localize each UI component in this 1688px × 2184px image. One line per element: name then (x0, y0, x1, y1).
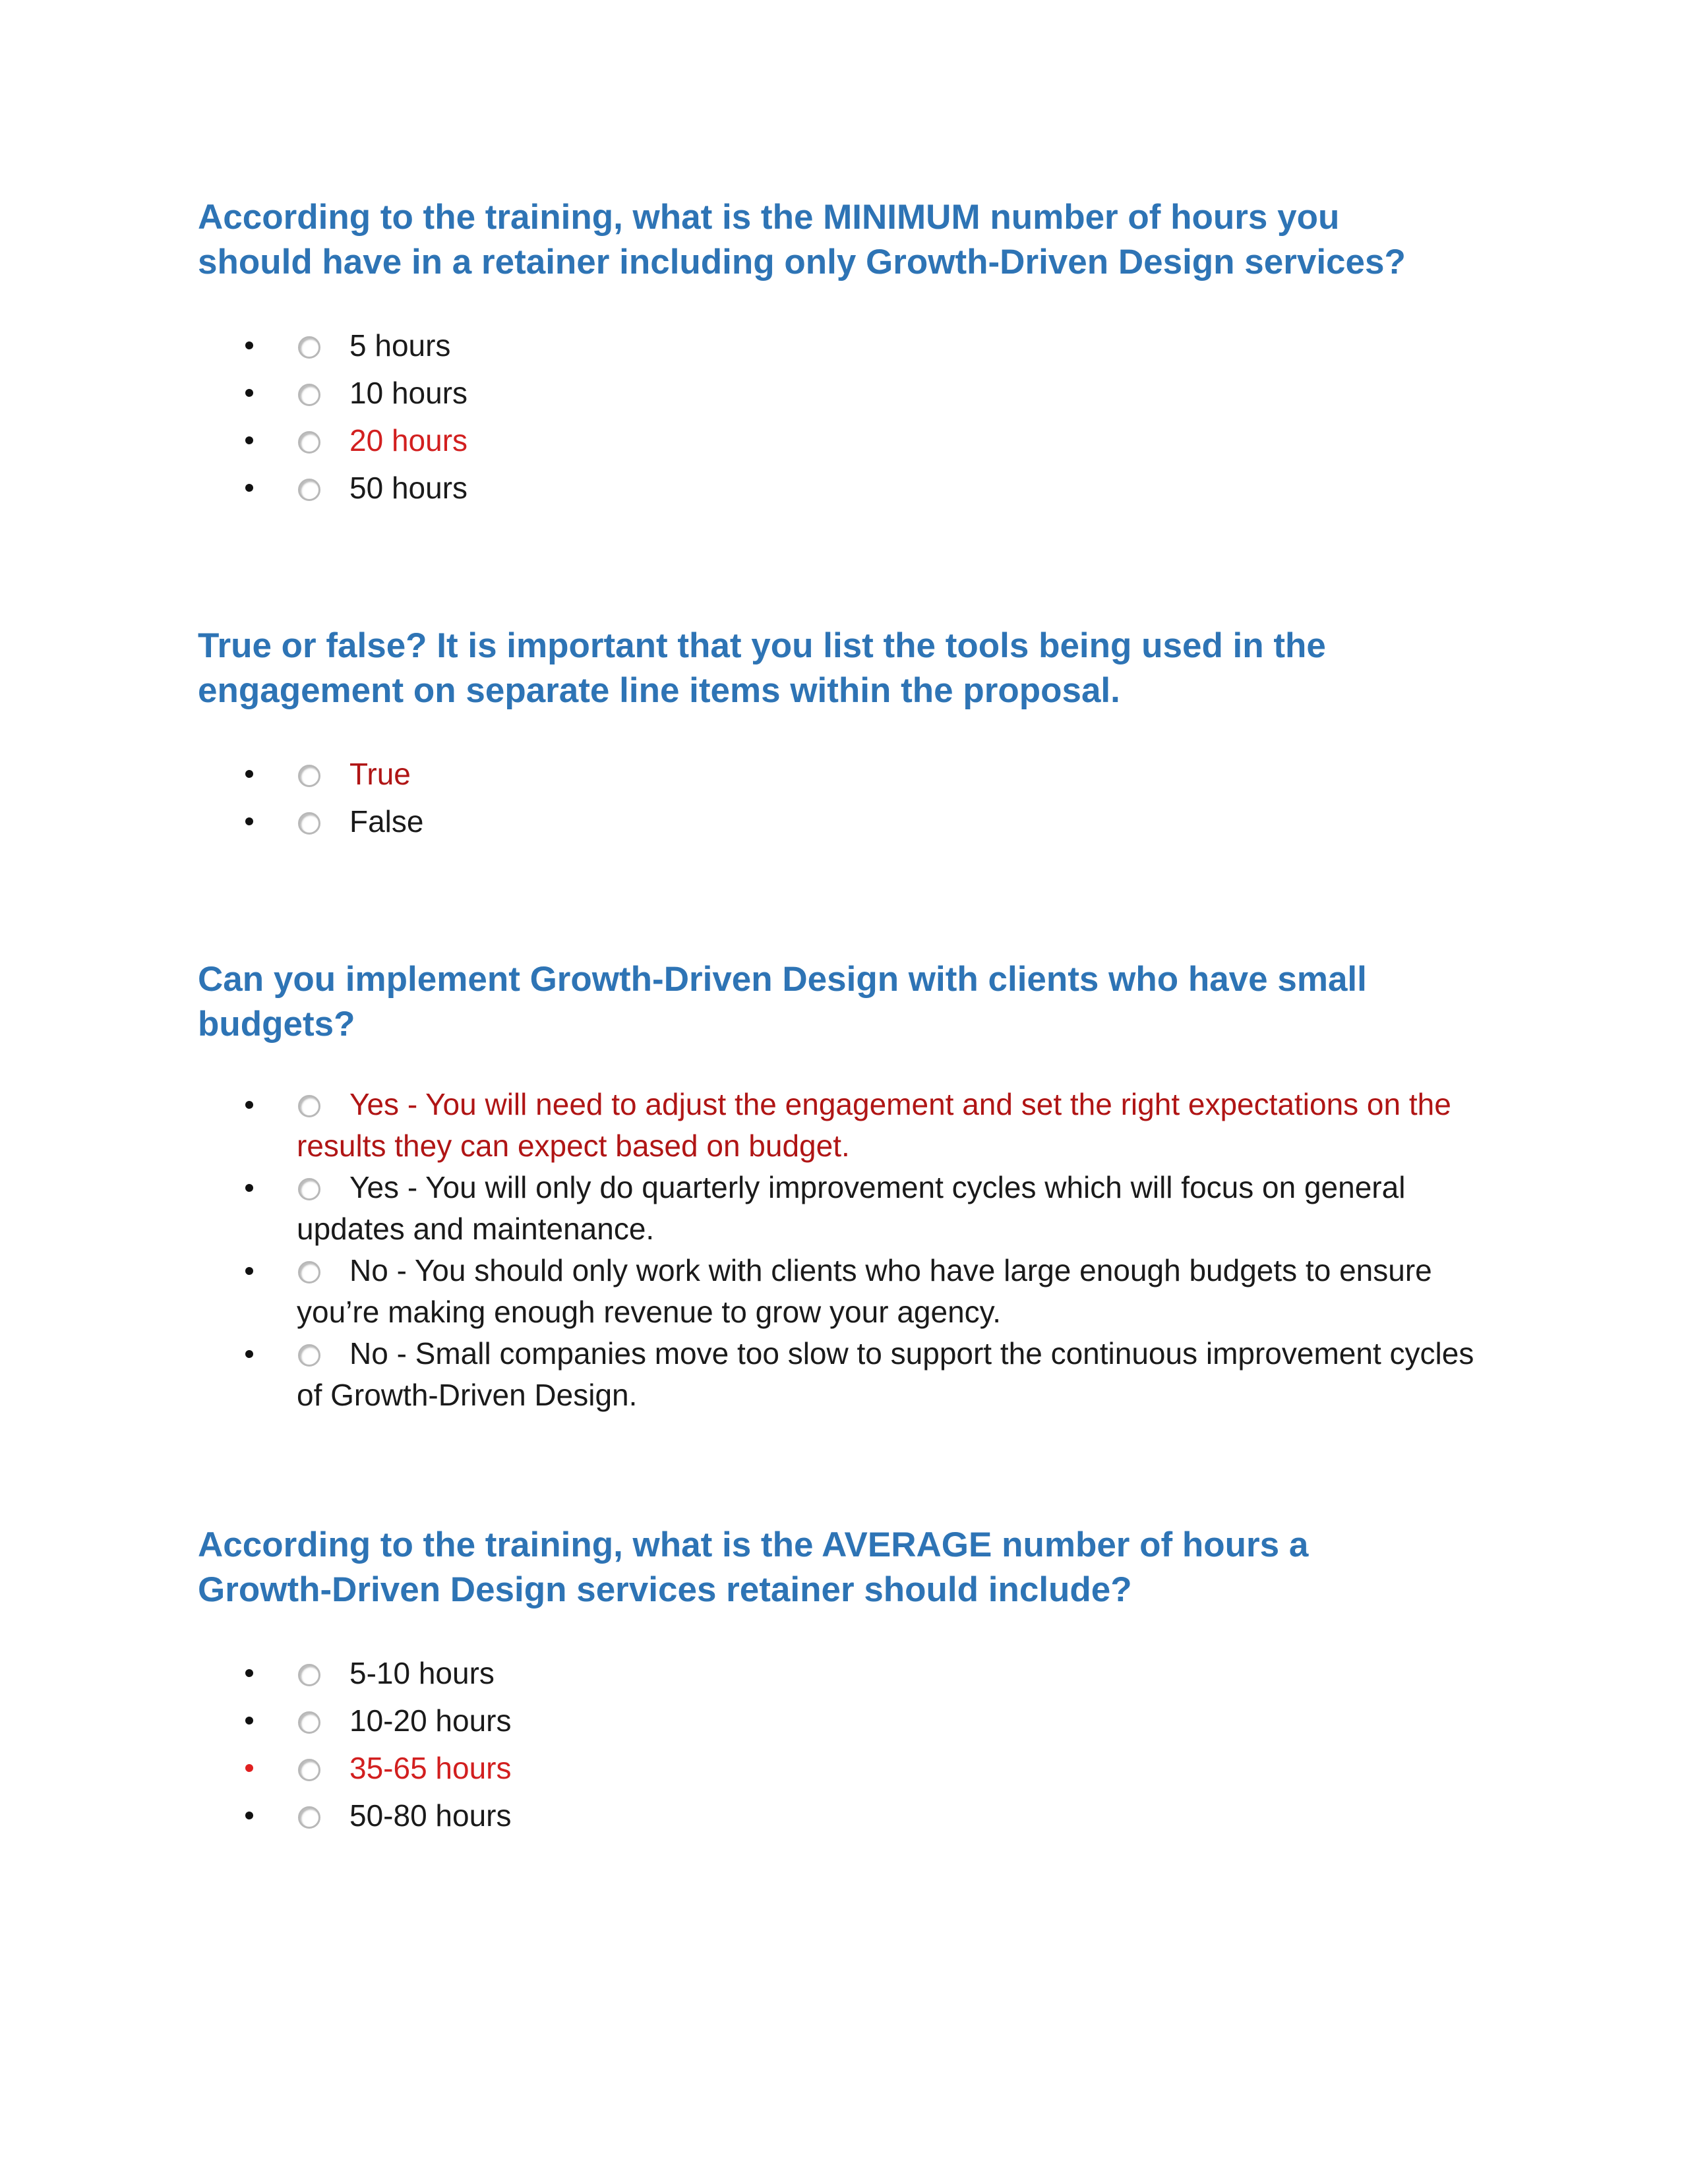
option-item (198, 1697, 1517, 1744)
radio-button-icon[interactable] (298, 1344, 320, 1367)
option-label: 5 hours (349, 328, 451, 363)
radio-button-icon[interactable] (298, 384, 320, 406)
option-label: 5-10 hours (349, 1656, 495, 1690)
bullet-icon (245, 389, 253, 397)
option-label-line2: updates and maintenance. (297, 1212, 655, 1246)
question-2-title (198, 624, 1517, 713)
question-2-options (198, 750, 1517, 845)
question-1-title-line1: According to the training, what is the MINIMUM number of hours you (198, 198, 1340, 237)
question-1-options (198, 322, 1517, 512)
option-item-correct (198, 1084, 1582, 1167)
option-item-correct (198, 417, 1517, 464)
question-1-title-line2: should have in a retainer including only Growth-Driven Design services? (198, 243, 1406, 281)
radio-button-icon[interactable] (298, 431, 320, 454)
option-item (198, 798, 1517, 845)
option-item (198, 1333, 1582, 1416)
radio-button-icon[interactable] (298, 1261, 320, 1284)
radio-button-icon[interactable] (298, 1759, 320, 1781)
bullet-icon (245, 1764, 253, 1772)
option-label: 20 hours (349, 423, 468, 457)
radio-button-icon[interactable] (298, 1095, 320, 1117)
question-4-title (198, 1523, 1517, 1612)
option-label: 50 hours (349, 471, 468, 505)
question-3-title (198, 957, 1517, 1047)
bullet-icon (245, 1669, 253, 1677)
radio-button-icon[interactable] (298, 1806, 320, 1829)
bullet-icon (245, 1101, 253, 1109)
option-item (198, 1167, 1582, 1250)
bullet-icon (245, 436, 253, 444)
radio-button-icon[interactable] (298, 336, 320, 359)
option-label-line1: No - Small companies move too slow to support the continuous improvement cycles (349, 1336, 1474, 1371)
option-item-correct (198, 1744, 1517, 1792)
option-label: 10-20 hours (349, 1703, 512, 1738)
radio-button-icon[interactable] (298, 812, 320, 835)
bullet-icon (245, 1717, 253, 1725)
question-2 (198, 624, 1517, 845)
option-label-line2: of Growth-Driven Design. (297, 1378, 638, 1412)
option-label: True (349, 757, 411, 791)
bullet-icon (245, 1267, 253, 1275)
question-2-title-line1: True or false? It is important that you list the tools being used in the (198, 626, 1326, 665)
question-4-title-line2: Growth-Driven Design services retainer should include? (198, 1570, 1132, 1609)
bullet-icon (245, 770, 253, 778)
option-item (198, 322, 1517, 369)
option-label: 35-65 hours (349, 1751, 512, 1785)
option-item (198, 1649, 1517, 1697)
option-label: 10 hours (349, 376, 468, 410)
question-1 (198, 195, 1517, 512)
bullet-icon (245, 817, 253, 825)
option-label-line1: Yes - You will need to adjust the engagement and set the right expectations on the (349, 1087, 1451, 1121)
radio-button-icon[interactable] (298, 1178, 320, 1200)
option-item (198, 1792, 1517, 1839)
question-1-title (198, 195, 1517, 285)
radio-button-icon[interactable] (298, 479, 320, 501)
radio-button-icon[interactable] (298, 1711, 320, 1734)
question-3-title-line2: budgets? (198, 1005, 355, 1044)
option-label: 50-80 hours (349, 1798, 512, 1833)
question-4 (198, 1523, 1517, 1839)
bullet-icon (245, 1350, 253, 1358)
option-item (198, 369, 1517, 417)
option-label-line1: Yes - You will only do quarterly improvement cycles which will focus on general (349, 1170, 1406, 1204)
bullet-icon (245, 484, 253, 492)
question-3-options (198, 1084, 1517, 1416)
option-item (198, 1250, 1582, 1333)
bullet-icon (245, 1184, 253, 1192)
question-2-title-line2: engagement on separate line items within the proposal. (198, 671, 1120, 710)
question-4-title-line1: According to the training, what is the AVERAGE number of hours a (198, 1525, 1309, 1564)
question-3 (198, 957, 1517, 1416)
option-label: False (349, 804, 424, 839)
radio-button-icon[interactable] (298, 765, 320, 787)
question-4-options (198, 1649, 1517, 1839)
radio-button-icon[interactable] (298, 1664, 320, 1686)
option-item-correct (198, 750, 1517, 798)
option-label-line2: you’re making enough revenue to grow your agency. (297, 1295, 1002, 1329)
option-label-line2: results they can expect based on budget. (297, 1129, 850, 1163)
bullet-icon (245, 1812, 253, 1819)
question-3-title-line1: Can you implement Growth-Driven Design with clients who have small (198, 960, 1367, 999)
option-item (198, 464, 1517, 512)
option-label-line1: No - You should only work with clients who have large enough budgets to ensure (349, 1253, 1432, 1287)
bullet-icon (245, 341, 253, 349)
